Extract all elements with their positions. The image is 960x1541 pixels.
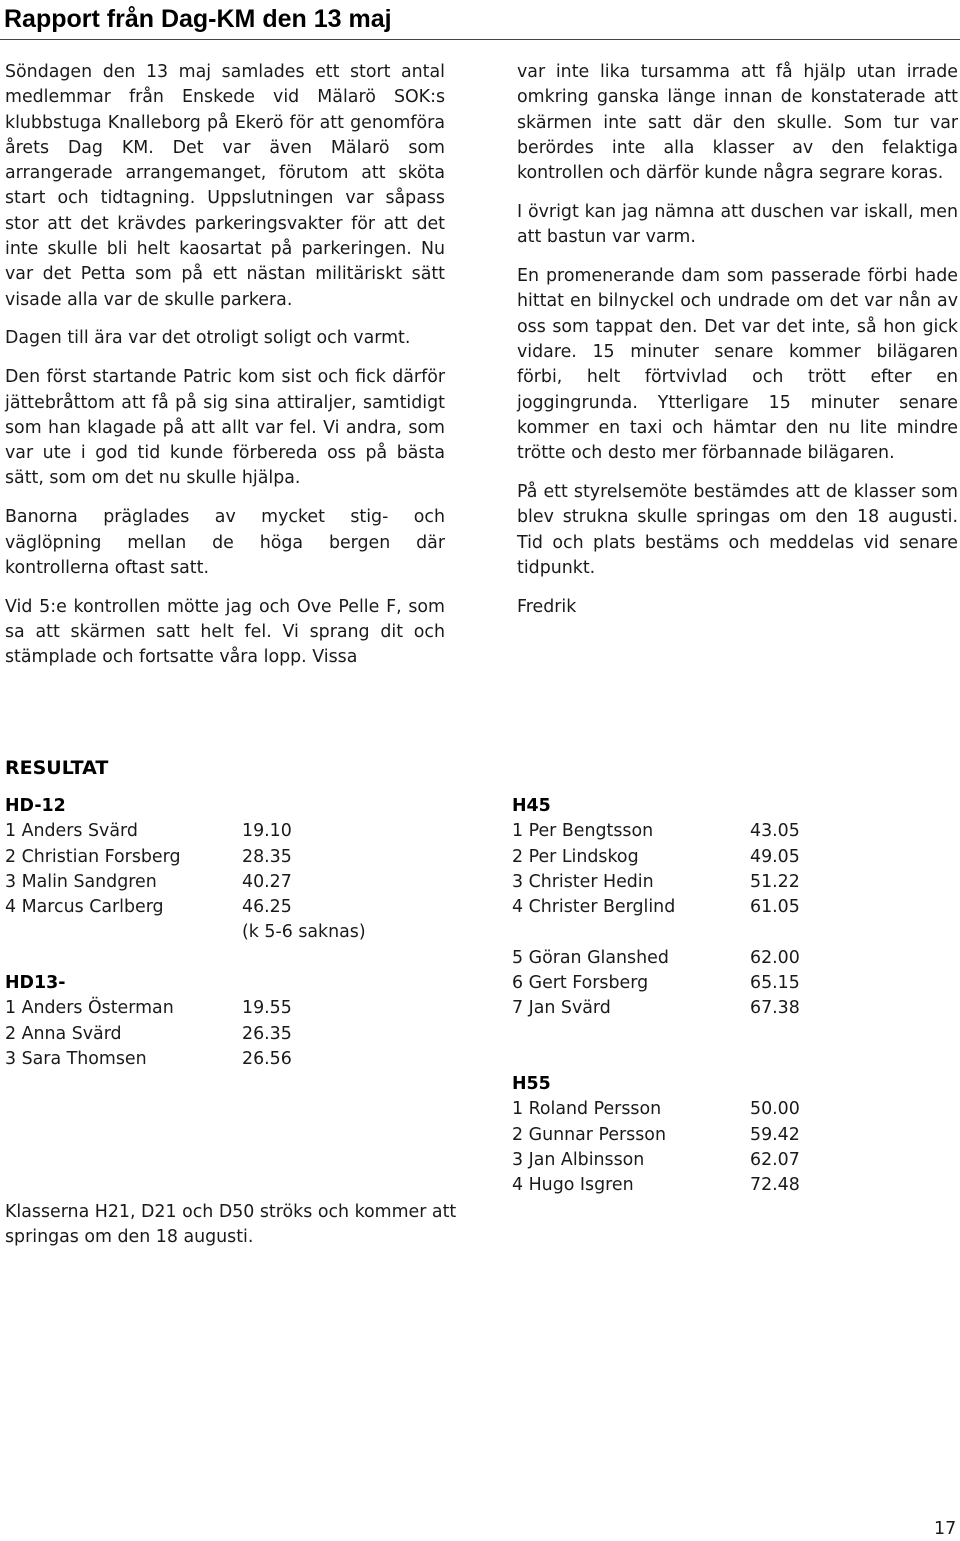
article-left-column xyxy=(5,60,445,671)
runner-time: 19.10 xyxy=(242,821,292,842)
article-paragraph: Dagen till ära var det otroligt soligt och varmt. xyxy=(5,328,411,349)
article-paragraph: En promenerande dam som passerade förbi hade hittat en bilnyckel och undrade om det var nån av oss som tappat den. Det var det inte, så hon gick vidare. 15 minuter senare kommer bilägaren förbi, helt förtvivlad och trött efter en joggingrunda. Ytterligare 15 minuter senare kommer en taxi och hämtar den nu lite mindre trötte och desto mer förbannade bilägaren. xyxy=(517,266,958,464)
results-group-hd12 xyxy=(5,794,366,946)
results-heading: RESULTAT xyxy=(5,757,109,779)
results-group-h55 xyxy=(512,1072,800,1198)
runner-time: 26.35 xyxy=(242,1023,292,1044)
runner-name: 4 Christer Berglind xyxy=(512,897,676,918)
runner-time: 43.05 xyxy=(750,821,800,842)
runner-name: 1 Anders Österman xyxy=(5,998,174,1019)
runner-name: 4 Marcus Carlberg xyxy=(5,897,164,918)
runner-time: 50.00 xyxy=(750,1099,800,1120)
result-row xyxy=(512,996,800,1021)
article-signature: Fredrik xyxy=(517,596,577,617)
runner-name: 2 Christian Forsberg xyxy=(5,846,181,867)
results-note: (k 5-6 saknas) xyxy=(242,922,366,943)
runner-name: 4 Hugo Isgren xyxy=(512,1175,634,1196)
runner-name: 2 Per Lindskog xyxy=(512,846,639,867)
runner-name: 3 Sara Thomsen xyxy=(5,1048,147,1069)
runner-name: 3 Jan Albinsson xyxy=(512,1149,645,1170)
article-paragraph: var inte lika tursamma att få hjälp utan irrade omkring ganska länge innan de konstaterade att skärmen inte satt där den skulle. Som tur var berördes inte alla klasser av den felaktiga kontrollen och därför kunde några segrare koras. xyxy=(517,62,958,184)
results-class-title: H45 xyxy=(512,796,551,816)
article-paragraph: Banorna präglades av mycket stig- och väglöpning mellan de höga bergen där kontrollerna oftast satt. xyxy=(5,507,445,578)
result-row xyxy=(512,845,800,870)
runner-time: 67.38 xyxy=(750,998,800,1019)
result-row xyxy=(512,971,800,996)
runner-name: 5 Göran Glanshed xyxy=(512,947,669,968)
runner-name: 7 Jan Svärd xyxy=(512,998,611,1019)
results-class-title: H55 xyxy=(512,1074,551,1094)
runner-time: 62.00 xyxy=(750,947,800,968)
runner-name: 6 Gert Forsberg xyxy=(512,973,649,994)
result-row xyxy=(5,819,366,844)
result-row xyxy=(512,870,800,895)
results-class-title: HD13- xyxy=(5,973,66,993)
runner-time: 51.22 xyxy=(750,871,800,892)
runner-time: 62.07 xyxy=(750,1149,800,1170)
result-row xyxy=(512,1123,800,1148)
runner-time: 28.35 xyxy=(242,846,292,867)
article-right-column xyxy=(517,60,958,620)
result-row xyxy=(512,1173,800,1198)
result-row xyxy=(512,895,800,920)
runner-time: 61.05 xyxy=(750,897,800,918)
spacer xyxy=(512,920,800,945)
runner-time: 46.25 xyxy=(242,897,292,918)
result-row xyxy=(512,1097,800,1122)
result-row xyxy=(5,1022,292,1047)
runner-time: 65.15 xyxy=(750,973,800,994)
runner-time: 19.55 xyxy=(242,998,292,1019)
article-paragraph: Söndagen den 13 maj samlades ett stort antal medlemmar från Enskede vid Mälarö SOK:s klubbstuga Knalleborg på Ekerö för att genomföra årets Dag KM. Det var även Mälarö som arrangerade arrangemanget, förutom att sköta start och tidtagning. Uppslutningen var såpass stor att det krävdes parkeringsvakter för att det inte skulle bli helt kaosartat på parkeringen. Nu var det Petta som på ett nästan militäriskt sätt visade alla var de skulle parkera. xyxy=(5,62,445,310)
article-paragraph: I övrigt kan jag nämna att duschen var iskall, men att bastun var varm. xyxy=(517,201,958,248)
title-divider xyxy=(0,39,960,40)
footnote: Klasserna H21, D21 och D50 ströks och kommer att springas om den 18 augusti. xyxy=(5,1202,457,1248)
runner-time: 26.56 xyxy=(242,1048,292,1069)
result-row xyxy=(512,946,800,971)
result-row xyxy=(5,895,366,920)
result-row xyxy=(5,996,292,1021)
results-group-hd13 xyxy=(5,971,292,1072)
runner-name: 2 Gunnar Persson xyxy=(512,1124,666,1145)
runner-time: 40.27 xyxy=(242,871,292,892)
page-title: Rapport från Dag-KM den 13 maj xyxy=(4,5,392,33)
page-number: 17 xyxy=(934,1519,957,1539)
runner-name: 1 Roland Persson xyxy=(512,1099,662,1120)
runner-name: 2 Anna Svärd xyxy=(5,1023,122,1044)
article-paragraph: Vid 5:e kontrollen mötte jag och Ove Pelle F, som sa att skärmen satt helt fel. Vi sprang dit och stämplade och fortsatte våra lopp. Vissa xyxy=(5,596,445,668)
runner-time: 49.05 xyxy=(750,846,800,867)
runner-time: 72.48 xyxy=(750,1175,800,1196)
result-row xyxy=(512,819,800,844)
result-row xyxy=(5,1047,292,1072)
results-group-h45 xyxy=(512,794,800,1022)
results-class-title: HD-12 xyxy=(5,796,66,816)
runner-name: 3 Christer Hedin xyxy=(512,871,654,892)
article-paragraph: På ett styrelsemöte bestämdes att de klasser som blev strukna skulle springas om den 18 augusti. Tid och plats bestäms och meddelas vid senare tidpunkt. xyxy=(517,481,958,578)
article-paragraph: Den först startande Patric kom sist och fick därför jättebråttom att få på sig sina attiraljer, samtidigt som han klagade på att allt var fel. Vi andra, som var ute i god tid kunde förbereda oss på bästa sätt, som om det nu skulle hjälpa. xyxy=(5,367,445,489)
result-row xyxy=(5,870,366,895)
runner-name: 1 Per Bengtsson xyxy=(512,821,654,842)
runner-name: 1 Anders Svärd xyxy=(5,821,138,842)
runner-time: 59.42 xyxy=(750,1124,800,1145)
runner-name: 3 Malin Sandgren xyxy=(5,871,157,892)
result-row xyxy=(5,845,366,870)
result-row xyxy=(512,1148,800,1173)
